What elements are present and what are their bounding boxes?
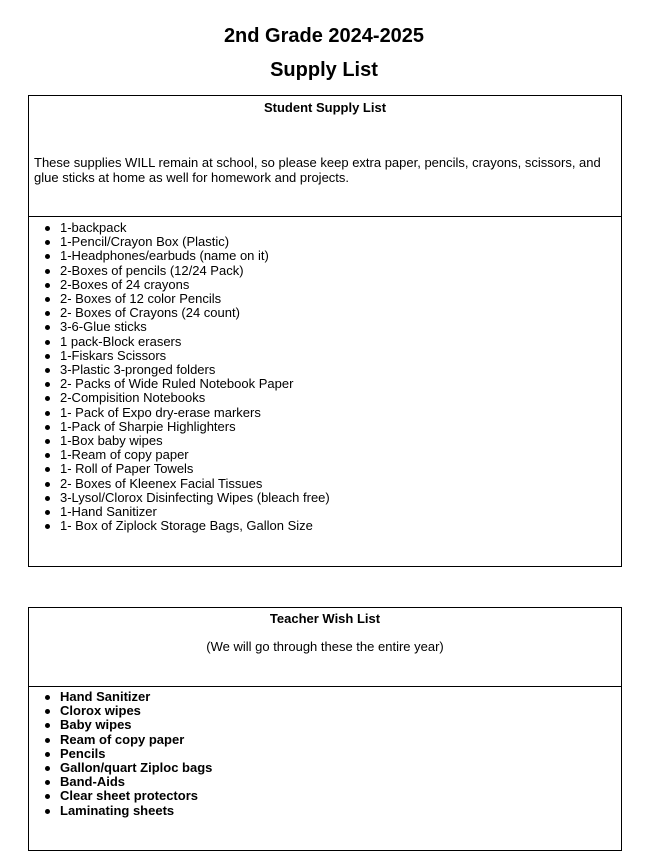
list-item: Pencils: [29, 747, 621, 761]
list-item: 1- Pack of Expo dry-erase markers: [29, 406, 621, 420]
list-item: 1-Pencil/Crayon Box (Plastic): [29, 235, 621, 249]
list-item: 3-6-Glue sticks: [29, 320, 621, 334]
document-subtitle: Supply List: [270, 59, 378, 81]
list-item: 2- Boxes of 12 color Pencils: [29, 292, 621, 306]
list-item: 3-Plastic 3-pronged folders: [29, 363, 621, 377]
teacher-wish-heading: Teacher Wish List: [269, 611, 381, 626]
document-title: 2nd Grade 2024-2025: [223, 25, 425, 47]
list-item: 1- Box of Ziplock Storage Bags, Gallon Size: [29, 519, 621, 533]
list-item: 3-Lysol/Clorox Disinfecting Wipes (bleach free): [29, 491, 621, 505]
student-supply-items: [29, 217, 621, 533]
list-item: Ream of copy paper: [29, 733, 621, 747]
list-item: 1-Ream of copy paper: [29, 448, 621, 462]
list-item: 2- Boxes of Crayons (24 count): [29, 306, 621, 320]
list-item: Gallon/quart Ziploc bags: [29, 761, 621, 775]
list-item: Clorox wipes: [29, 704, 621, 718]
list-item: 1-backpack: [29, 221, 621, 235]
list-item: 1- Roll of Paper Towels: [29, 462, 621, 476]
student-supply-box: [28, 95, 622, 567]
list-item: Clear sheet protectors: [29, 789, 621, 803]
list-item: 1-Fiskars Scissors: [29, 349, 621, 363]
list-item: 2-Boxes of pencils (12/24 Pack): [29, 264, 621, 278]
teacher-wish-items: [29, 687, 621, 818]
list-item: 1-Hand Sanitizer: [29, 505, 621, 519]
list-item: Band-Aids: [29, 775, 621, 789]
student-supply-header: [29, 96, 621, 217]
teacher-wish-header: [29, 608, 621, 687]
list-item: 1-Box baby wipes: [29, 434, 621, 448]
list-item: Hand Sanitizer: [29, 690, 621, 704]
student-supply-heading: Student Supply List: [263, 100, 387, 115]
list-item: 2- Packs of Wide Ruled Notebook Paper: [29, 377, 621, 391]
list-item: 2-Compisition Notebooks: [29, 391, 621, 405]
student-supply-note: These supplies WILL remain at school, so please keep extra paper, pencils, crayons, scissors, and glue sticks at home as well for homework and projects.: [34, 155, 601, 185]
list-item: 1-Pack of Sharpie Highlighters: [29, 420, 621, 434]
list-item: 2- Boxes of Kleenex Facial Tissues: [29, 477, 621, 491]
list-item: 2-Boxes of 24 crayons: [29, 278, 621, 292]
teacher-wish-subtitle: (We will go through these the entire year): [206, 639, 444, 654]
list-item: 1 pack-Block erasers: [29, 335, 621, 349]
teacher-wish-box: [28, 607, 622, 851]
list-item: 1-Headphones/earbuds (name on it): [29, 249, 621, 263]
list-item: Laminating sheets: [29, 804, 621, 818]
list-item: Baby wipes: [29, 718, 621, 732]
